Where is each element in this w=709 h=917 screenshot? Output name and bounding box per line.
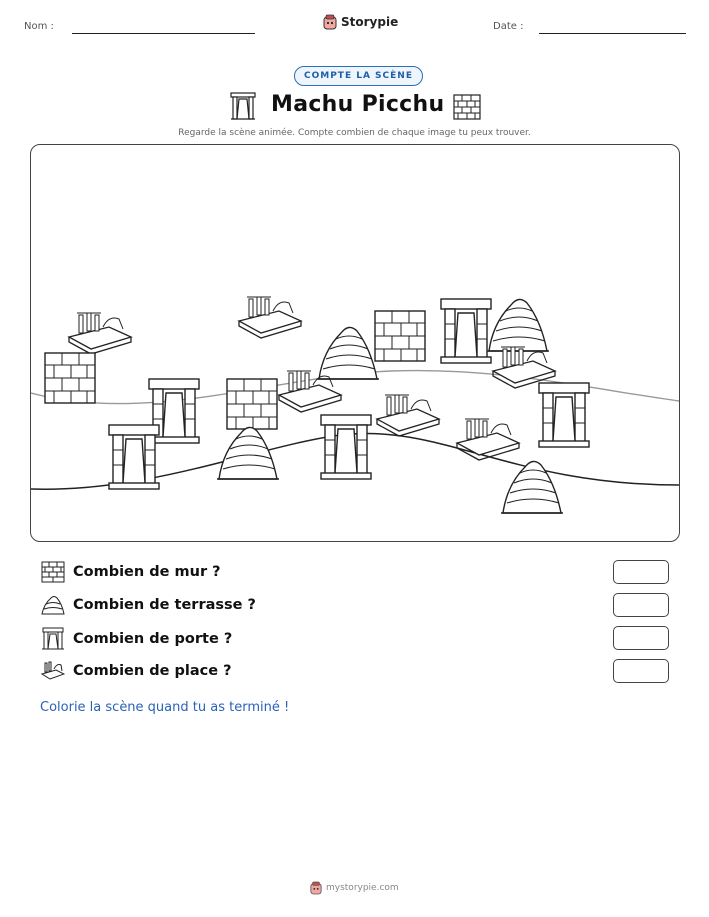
question-text: Combien de place ?: [73, 663, 232, 679]
instructions: Regarde la scène animée. Compte combien de chaque image tu peux trouver.: [178, 128, 531, 138]
terrace-icon: [41, 594, 65, 616]
question-row-wall: [41, 561, 221, 583]
coloring-note: Colorie la scène quand tu as terminé !: [40, 700, 290, 715]
door-icon: [41, 627, 65, 651]
footer-url[interactable]: mystorypie.com: [326, 883, 399, 893]
storypie-mascot-icon: [323, 14, 337, 30]
question-row-plaza: [41, 660, 232, 682]
storypie-mascot-icon: [310, 881, 322, 895]
name-label: Nom :: [24, 21, 54, 32]
date-label: Date :: [493, 21, 524, 32]
brand-logo: [323, 14, 398, 30]
date-line[interactable]: [539, 33, 686, 34]
plaza-icon: [41, 660, 65, 682]
footer: [310, 881, 399, 895]
wall-icon: [453, 94, 481, 120]
question-row-door: [41, 627, 232, 651]
page-title: Machu Picchu: [271, 92, 445, 117]
question-text: Combien de mur ?: [73, 564, 221, 580]
name-line[interactable]: [72, 33, 255, 34]
door-icon: [230, 92, 256, 120]
scene-frame: [30, 144, 680, 542]
answer-box-plaza[interactable]: [613, 659, 669, 683]
answer-box-door[interactable]: [613, 626, 669, 650]
question-text: Combien de porte ?: [73, 631, 233, 647]
activity-badge: COMPTE LA SCÈNE: [294, 66, 423, 86]
wall-icon: [41, 561, 65, 583]
scene-illustration: [31, 145, 679, 541]
question-row-terrace: [41, 594, 256, 616]
answer-box-wall[interactable]: [613, 560, 669, 584]
answer-box-terrace[interactable]: [613, 593, 669, 617]
brand-name: Storypie: [341, 15, 399, 29]
question-text: Combien de terrasse ?: [73, 597, 256, 613]
